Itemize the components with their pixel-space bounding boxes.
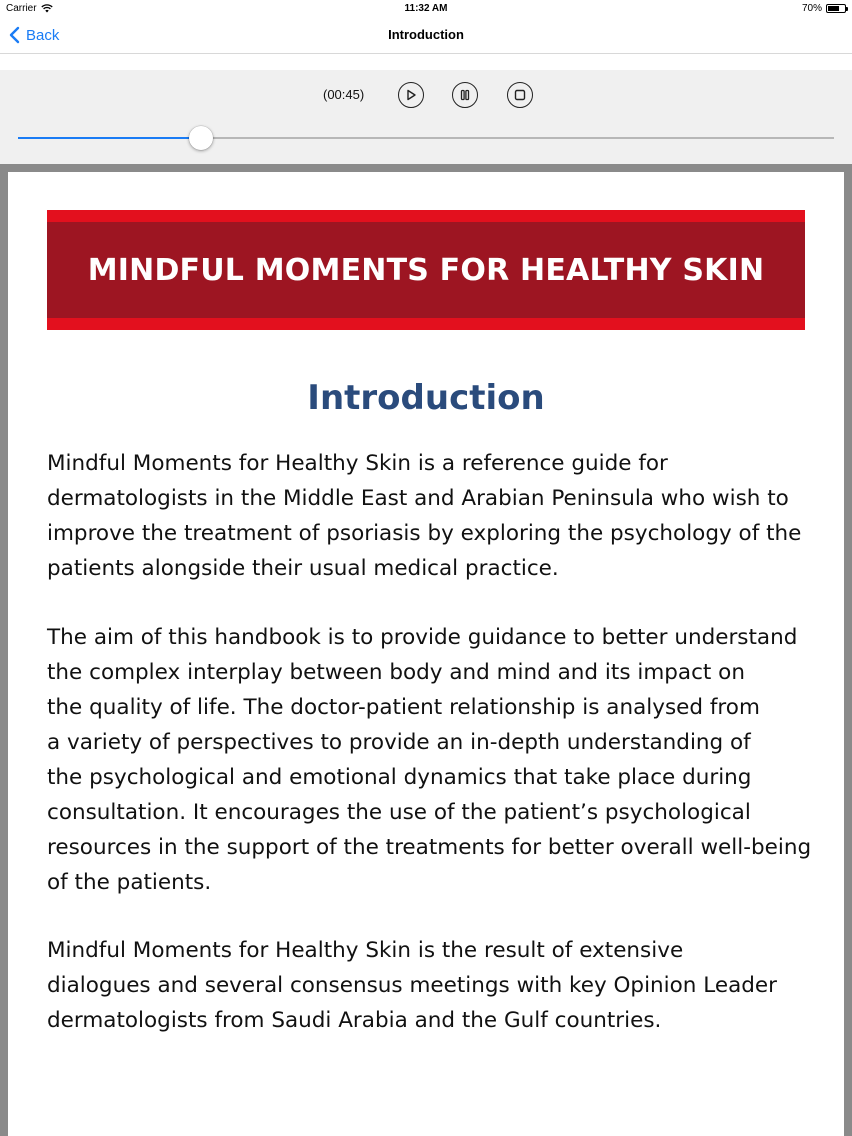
- stop-icon: [514, 89, 526, 101]
- paragraph-1: [47, 446, 817, 586]
- document-viewer[interactable]: [0, 164, 852, 1136]
- text-line: a variety of perspectives to provide an in-depth understanding of: [47, 730, 751, 755]
- text-line: dermatologists in the Middle East and Arabian Peninsula who wish to: [47, 486, 789, 511]
- section-title: Introduction: [307, 378, 545, 418]
- text-line: resources in the support of the treatments for better overall well-being: [47, 835, 812, 860]
- text-line: the quality of life. The doctor-patient relationship is analysed from: [47, 695, 760, 720]
- banner-title: MINDFUL MOMENTS FOR HEALTHY SKIN: [87, 252, 765, 288]
- progress-fill: [18, 137, 201, 139]
- play-icon: [405, 89, 417, 101]
- pause-icon: [459, 89, 471, 101]
- text-line: improve the treatment of psoriasis by exploring the psychology of the: [47, 521, 802, 546]
- playback-time: (00:45): [323, 87, 365, 102]
- audio-player: [0, 70, 852, 164]
- text-line: Mindful Moments for Healthy Skin is a reference guide for: [47, 451, 668, 476]
- status-time: 11:32 AM: [404, 3, 448, 14]
- banner-inner: [47, 222, 805, 318]
- banner: [47, 210, 805, 330]
- text-line: The aim of this handbook is to provide guidance to better understand: [47, 625, 798, 650]
- battery-icon: [826, 4, 846, 13]
- status-right: [802, 3, 846, 14]
- navigation-bar: [0, 18, 852, 54]
- play-button[interactable]: [398, 82, 424, 108]
- page-title: Introduction: [388, 27, 464, 42]
- back-label: Back: [26, 26, 60, 44]
- battery-fill: [828, 6, 839, 11]
- pause-button[interactable]: [452, 82, 478, 108]
- text-line: the complex interplay between body and mind and its impact on: [47, 660, 745, 685]
- slider-thumb[interactable]: [189, 126, 213, 150]
- text-line: dermatologists from Saudi Arabia and the Gulf countries.: [47, 1008, 662, 1033]
- stop-button[interactable]: [507, 82, 533, 108]
- text-line: consultation. It encourages the use of the patient’s psychological: [47, 800, 751, 825]
- battery-percent: 70%: [801, 3, 822, 14]
- progress-slider[interactable]: [18, 137, 834, 139]
- text-line: Mindful Moments for Healthy Skin is the result of extensive: [47, 938, 684, 963]
- carrier-label: Carrier: [6, 3, 37, 14]
- text-line: patients alongside their usual medical practice.: [47, 556, 559, 581]
- text-line: dialogues and several consensus meetings with key Opinion Leader: [47, 973, 777, 998]
- text-line: of the patients.: [47, 870, 212, 895]
- status-bar: [0, 0, 852, 18]
- text-line: the psychological and emotional dynamics that take place during: [47, 765, 752, 790]
- player-controls: [0, 82, 852, 110]
- paragraph-2: [47, 620, 817, 900]
- paragraph-3: [47, 933, 817, 1038]
- document-page: [8, 172, 844, 1136]
